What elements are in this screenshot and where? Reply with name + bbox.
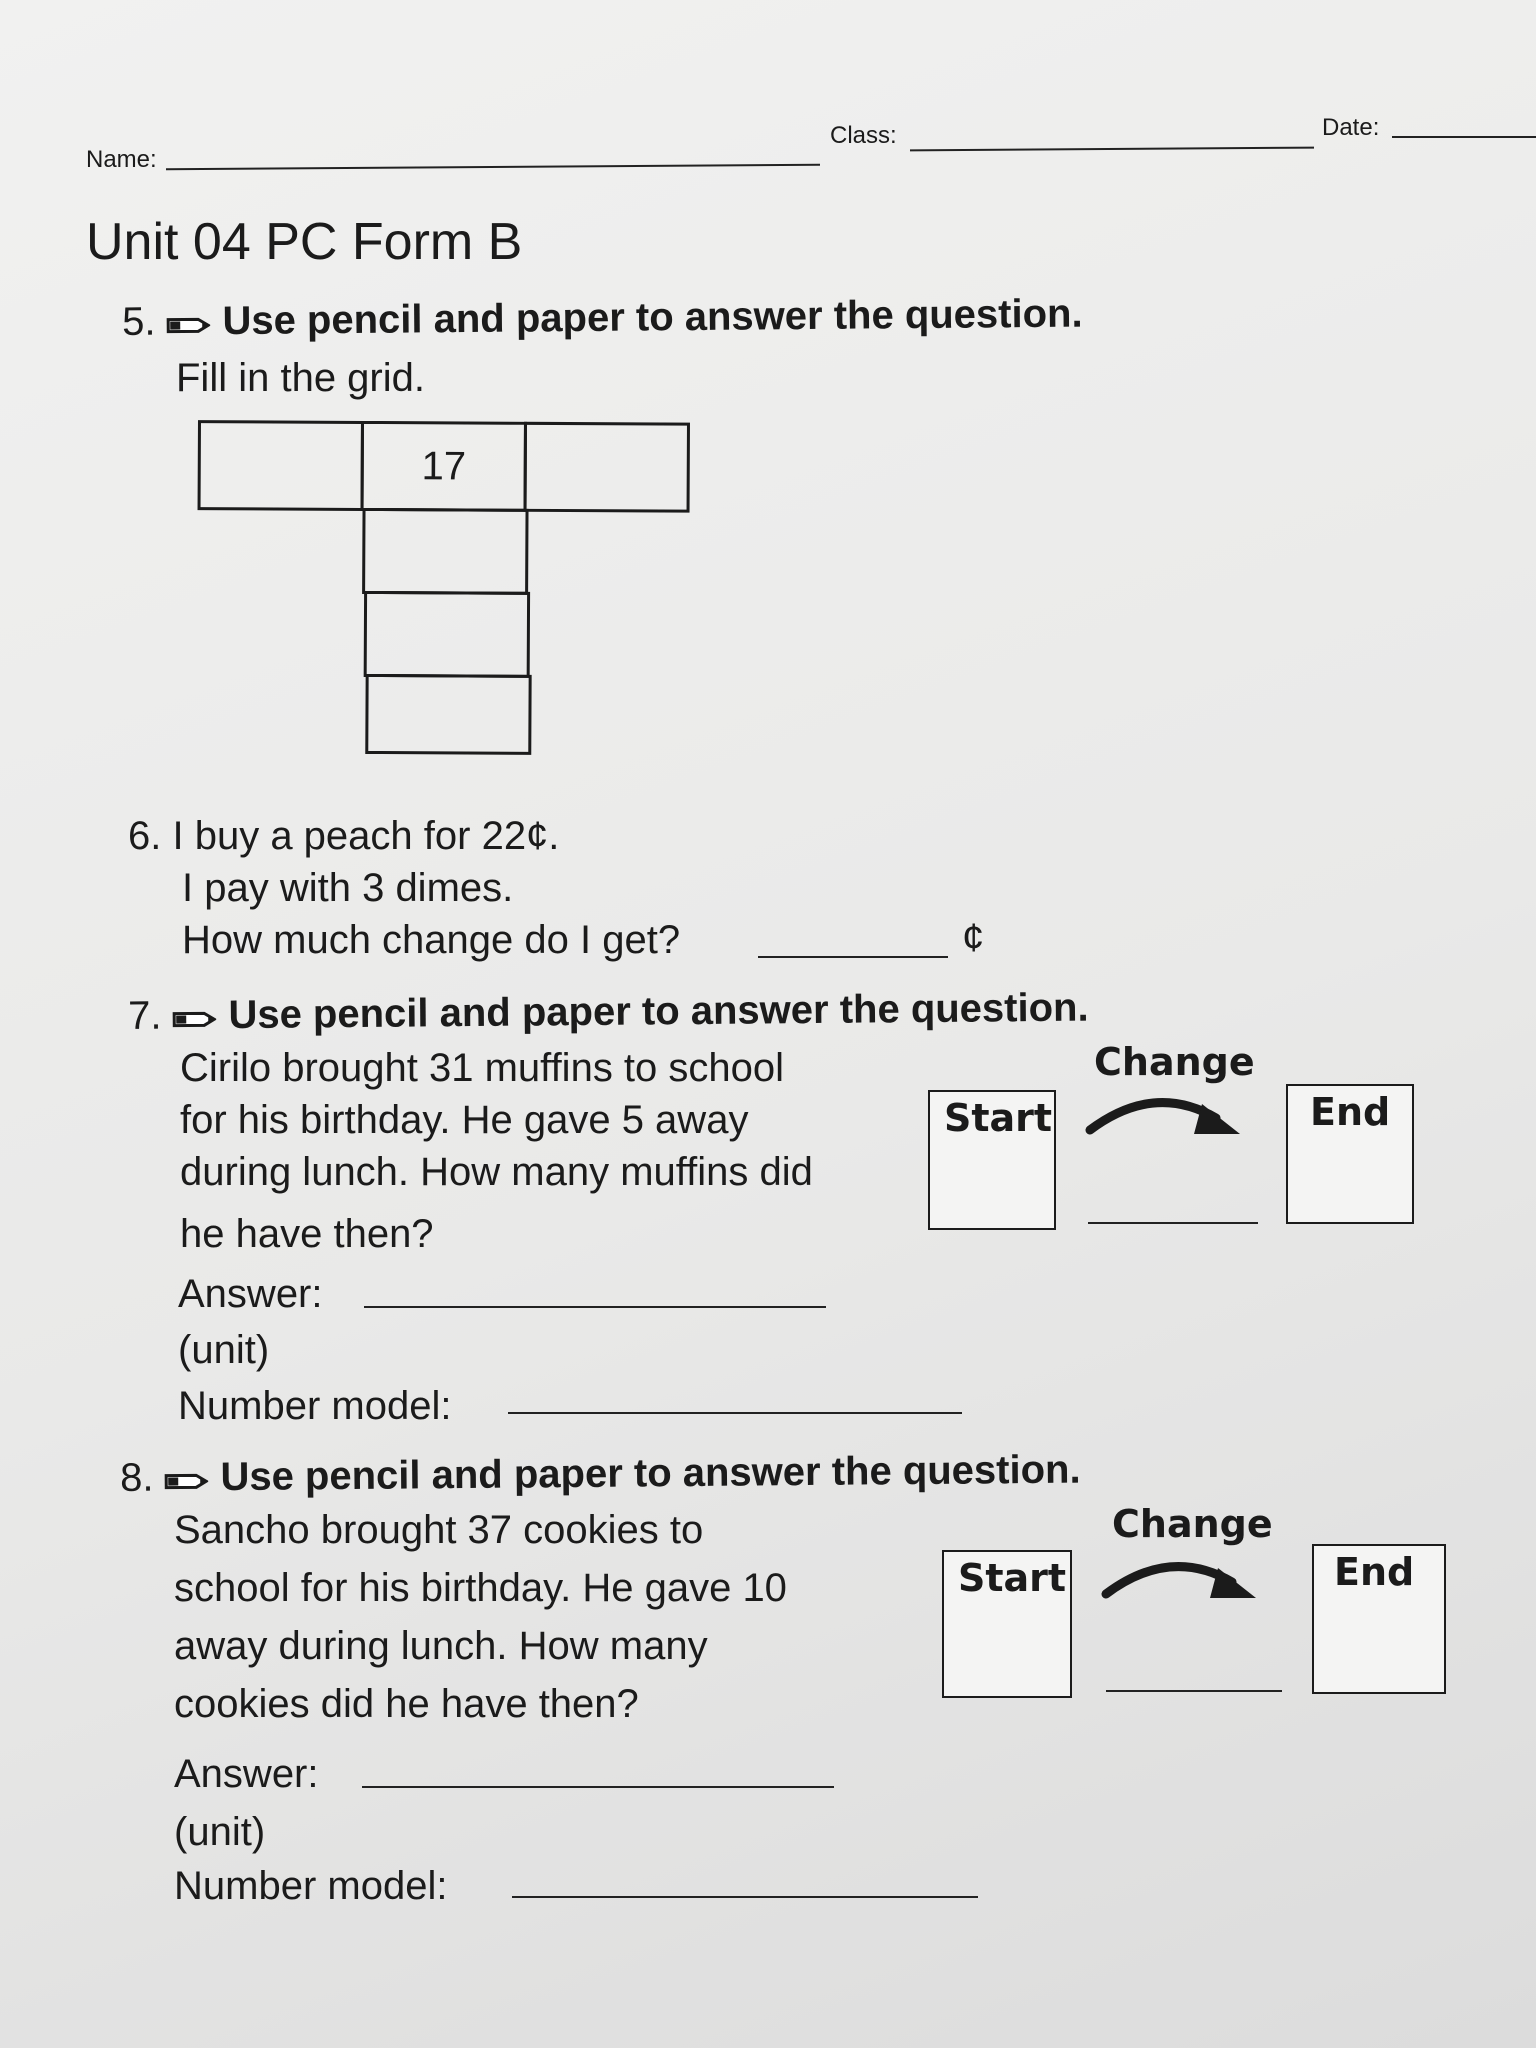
pencil-icon: [172, 1009, 216, 1034]
question-number: 6.: [128, 814, 162, 858]
page-title: Unit 04 PC Form B: [86, 213, 523, 271]
instruction-text: Use pencil and paper to answer the question.: [228, 985, 1089, 1038]
class-field[interactable]: [910, 147, 1314, 152]
class-label: Class:: [830, 122, 897, 149]
question-number: 5.: [122, 299, 156, 344]
grid-cell-right[interactable]: [524, 422, 690, 513]
question-7: [128, 986, 1089, 1040]
pay-text: I pay with 3 dimes.: [182, 866, 514, 910]
date-field[interactable]: [1392, 136, 1536, 138]
answer-field[interactable]: [362, 1786, 834, 1788]
problem-line-3: away during lunch. How many: [174, 1624, 708, 1668]
problem-line-1: Cirilo brought 31 muffins to school: [180, 1046, 785, 1090]
problem-line-4: he have then?: [180, 1212, 434, 1256]
question-number: 7.: [128, 993, 162, 1038]
change-question: How much change do I get?: [182, 918, 681, 962]
instruction-text: Use pencil and paper to answer the question.: [220, 1447, 1081, 1500]
question-8: [120, 1448, 1081, 1502]
change-field[interactable]: [1106, 1690, 1282, 1692]
answer-field[interactable]: [364, 1306, 826, 1308]
name-field[interactable]: [166, 164, 820, 171]
number-model-label: Number model:: [178, 1384, 452, 1428]
unit-label: (unit): [174, 1810, 266, 1854]
grid-cell-below-2[interactable]: [364, 591, 530, 678]
end-label: End: [1334, 1550, 1415, 1594]
number-model-field[interactable]: [512, 1896, 978, 1898]
grid-cell-below-3[interactable]: [365, 674, 531, 755]
peach-price-text: I buy a peach for 22¢.: [172, 814, 560, 858]
name-label: Name:: [86, 146, 157, 173]
change-label: Change: [1094, 1040, 1255, 1084]
curved-arrow-icon: [1100, 1552, 1270, 1617]
pencil-icon: [164, 1471, 208, 1496]
date-label: Date:: [1322, 114, 1380, 141]
problem-line-3: during lunch. How many muffins did: [180, 1150, 813, 1194]
question-6-line-1: [128, 814, 559, 859]
problem-line-2: school for his birthday. He gave 10: [174, 1566, 787, 1610]
problem-line-2: for his birthday. He gave 5 away: [180, 1098, 749, 1142]
start-label: Start: [944, 1096, 1053, 1140]
grid-value: 17: [421, 443, 467, 488]
question-number: 8.: [120, 1455, 154, 1500]
number-model-field[interactable]: [508, 1412, 962, 1414]
problem-line-4: cookies did he have then?: [174, 1682, 639, 1726]
answer-label: Answer:: [174, 1752, 319, 1796]
curved-arrow-icon: [1084, 1088, 1254, 1153]
end-label: End: [1310, 1090, 1391, 1134]
change-answer-field[interactable]: [758, 956, 948, 958]
answer-label: Answer:: [178, 1272, 323, 1316]
cents-unit: ¢: [962, 916, 985, 960]
problem-line-1: Sancho brought 37 cookies to: [174, 1508, 704, 1552]
grid-cell-center: [361, 421, 527, 512]
question-5: [122, 292, 1083, 346]
change-label: Change: [1112, 1502, 1273, 1546]
fill-grid-prompt: Fill in the grid.: [176, 356, 425, 400]
instruction-text: Use pencil and paper to answer the question.: [222, 291, 1083, 344]
pencil-icon: [166, 315, 210, 340]
unit-label: (unit): [178, 1328, 270, 1372]
change-field[interactable]: [1088, 1222, 1258, 1224]
grid-cell-below-1[interactable]: [362, 508, 528, 595]
grid-cell-left[interactable]: [198, 420, 364, 511]
start-label: Start: [958, 1556, 1067, 1600]
number-model-label: Number model:: [174, 1864, 448, 1908]
